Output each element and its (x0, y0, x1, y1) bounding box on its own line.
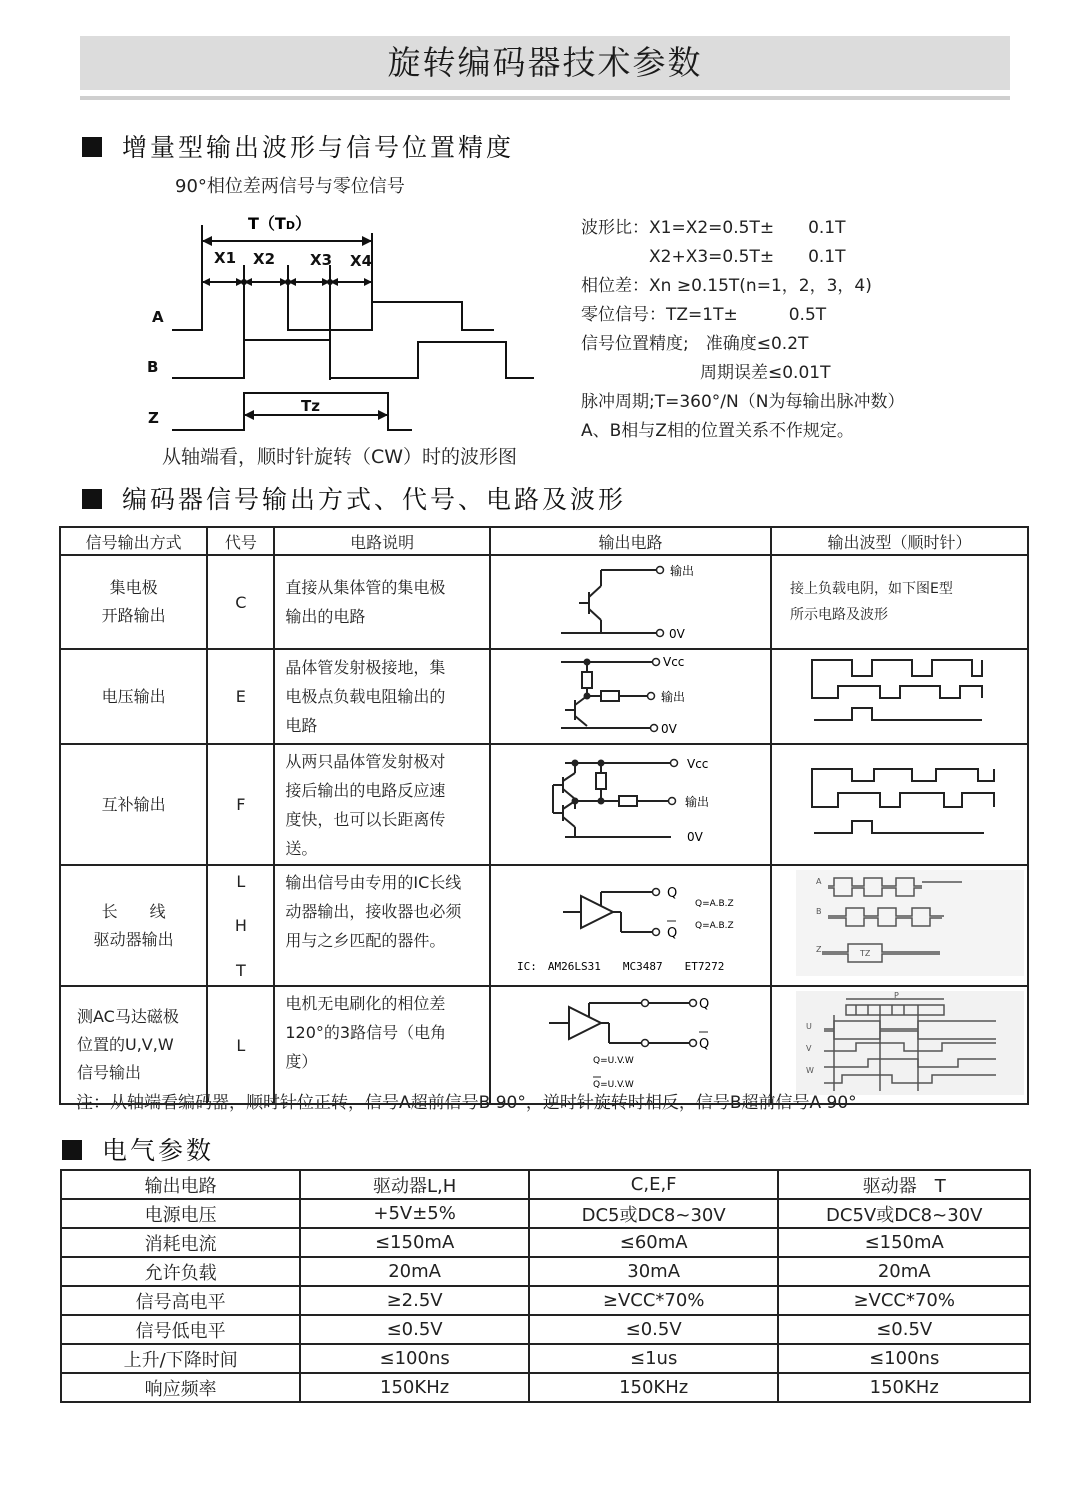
column-header: 输出电路 (61, 1170, 300, 1199)
section-heading-electrical: 电气参数 (62, 1131, 214, 1167)
circuit-cell (490, 555, 771, 649)
table-row (60, 649, 1028, 744)
svg-text:T（TD）: T（TD） (248, 214, 311, 233)
channel-a-label: A (152, 308, 164, 326)
wave-a-label: A (815, 877, 822, 886)
q-bar-formula: Q=U.V.W (592, 1080, 634, 1090)
wave-z-label: Z (815, 945, 822, 954)
spec-line: 信号位置精度; 准确度≤0.2T (581, 334, 809, 354)
table-row: 上升/下降时间 ≤100ns ≤1us ≤100ns (61, 1344, 1030, 1373)
wave-b-label: B (815, 907, 822, 916)
ground-label: 0V (686, 830, 703, 844)
table-row (60, 865, 1028, 986)
output-label: 输出 (669, 564, 694, 578)
table-row: 电源电压 +5V±5% DC5或DC8~30V DC5V或DC8~30V (61, 1199, 1030, 1228)
column-header: 电路说明 (274, 527, 490, 555)
wave-tz-label: TZ (859, 949, 871, 958)
table-header-row (60, 527, 1028, 555)
output-label: 输出 (684, 795, 709, 809)
output-label: 输出 (660, 690, 685, 704)
x1-label: X1 (214, 249, 237, 267)
section-heading-output: 编码器信号输出方式、代号、电路及波形 (82, 480, 626, 516)
period-subscript: D (285, 219, 295, 232)
electrical-parameters-table (60, 1169, 1031, 1403)
circuit-cell (490, 649, 771, 744)
q-bar-label: Q (666, 926, 678, 941)
square-bullet-icon (82, 489, 102, 509)
column-header: 驱动器L,H (300, 1170, 529, 1199)
table-header-row (61, 1170, 1030, 1199)
waveform-subheading: 90°相位差两信号与零位信号 (175, 176, 405, 197)
code-cell: L H T (207, 865, 274, 986)
q-formula: Q=A.B.Z (694, 899, 734, 909)
table-row (60, 986, 1028, 1104)
column-header: 代号 (207, 527, 274, 555)
waveform-caption: 从轴端看，顺时针旋转（CW）时的波形图 (162, 446, 518, 468)
ic-list: IC: AM26LS31 MC3487 ET7272 (516, 960, 725, 973)
table-row (60, 555, 1028, 649)
voltage-output-waveform (772, 650, 1027, 739)
square-bullet-icon (82, 137, 102, 157)
tz-label: Tz (301, 397, 320, 415)
spec-line: 波形比：X1=X2=0.5T± 0.1T (581, 218, 846, 238)
q-label: Q (698, 997, 710, 1012)
ground-label: 0V (668, 627, 685, 641)
waveform-cell (771, 865, 1028, 986)
waveform-cell (771, 744, 1028, 865)
vcc-label: Vcc (686, 757, 709, 771)
voltage-output-circuit (491, 650, 770, 739)
code-cell: E (207, 649, 274, 744)
vcc-label: Vcc (662, 655, 685, 669)
square-bullet-icon (62, 1140, 82, 1160)
mode-cell: 长 线 驱动器输出 (60, 865, 207, 986)
q-formula: Q=U.V.W (592, 1056, 634, 1066)
wave-p-label: P (893, 991, 899, 1000)
output-type-table (59, 526, 1029, 1105)
table-row: 消耗电流 ≤150mA ≤60mA ≤150mA (61, 1228, 1030, 1257)
code-cell: L (207, 986, 274, 1104)
mode-cell: 电压输出 (60, 649, 207, 744)
circuit-cell (490, 986, 771, 1104)
x2-label: X2 (253, 250, 276, 268)
waveform-cell (771, 986, 1028, 1104)
column-header: 输出电路 (490, 527, 771, 555)
table-row (60, 744, 1028, 865)
code-cell: F (207, 744, 274, 865)
column-header: 信号输出方式 (60, 527, 207, 555)
channel-b-label: B (147, 358, 159, 376)
x3-label: X3 (310, 251, 333, 269)
code-cell: C (207, 555, 274, 649)
mode-cell: 互补输出 (60, 744, 207, 865)
mode-cell: 测AC马达磁极 位置的U,V,W 信号输出 (60, 986, 207, 1104)
section-heading-waveform: 增量型输出波形与信号位置精度 (82, 128, 514, 164)
quadrature-waveform-diagram (140, 205, 550, 445)
wave-w-label: W (805, 1066, 814, 1075)
q-bar-label: Q (698, 1037, 710, 1052)
complementary-waveform (772, 745, 1027, 860)
waveform-cell: 接上负载电阴，如下图E型 所示电路及波形 (771, 555, 1028, 649)
uvw-waveform (772, 987, 1027, 1099)
table-row: 信号高电平 ≥2.5V ≥VCC*70% ≥VCC*70% (61, 1286, 1030, 1315)
column-header: C,E,F (529, 1170, 779, 1199)
column-header: 输出波型（顺时针） (771, 527, 1028, 555)
q-bar-formula: Q=A.B.Z (694, 921, 734, 931)
spec-line: A、B相与Z相的位置关系不作规定。 (581, 421, 854, 441)
spec-list (581, 214, 904, 446)
table-row: 响应频率 150KHz 150KHz 150KHz (61, 1373, 1030, 1402)
spec-line: 脉冲周期;T=360°/N（N为每输出脉冲数） (581, 392, 905, 412)
wave-v-label: V (805, 1044, 812, 1053)
line-driver-circuit (491, 866, 770, 981)
table-row: 信号低电平 ≤0.5V ≤0.5V ≤0.5V (61, 1315, 1030, 1344)
spec-line: 周期误差≤0.01T (581, 363, 831, 383)
ground-label: 0V (660, 722, 677, 736)
page-title: 旋转编码器技术参数 (387, 43, 703, 82)
column-header: 驱动器 T (778, 1170, 1030, 1199)
spec-line: 零位信号：TZ=1T± 0.5T (581, 305, 827, 325)
desc-cell: 晶体管发射极接地，集 电极点负载电阻输出的 电路 (274, 649, 490, 744)
table-row: 允许负载 20mA 30mA 20mA (61, 1257, 1030, 1286)
channel-z-label: Z (148, 409, 159, 427)
title-underline (80, 96, 1010, 100)
wave-u-label: U (805, 1022, 812, 1031)
spec-line: X2+X3=0.5T± 0.1T (581, 247, 846, 267)
desc-cell: 直接从集体管的集电极 输出的电路 (274, 555, 490, 649)
circuit-cell (490, 865, 771, 986)
desc-cell: 输出信号由专用的IC长线 动器输出，接收器也必须 用与之乡匹配的器件。 (274, 865, 490, 986)
x4-label: X4 (350, 252, 373, 270)
waveform-cell (771, 649, 1028, 744)
q-label: Q (666, 886, 678, 901)
circuit-cell (490, 744, 771, 865)
complementary-circuit (491, 745, 770, 860)
rotation-note: 注：从轴端看编码器，顺时针位正转，信号A超前信号B 90°，逆时针旋转时相反，信号B超前信号A 90° (76, 1093, 857, 1113)
open-collector-circuit (491, 556, 770, 644)
mode-cell: 集电极 开路输出 (60, 555, 207, 649)
line-driver-waveform (772, 866, 1027, 981)
spec-line: 相位差：Xn ≥0.15T(n=1，2，3，4) (581, 276, 872, 296)
period-label: T（T (248, 214, 286, 233)
desc-cell: 从两只晶体管发射极对 接后输出的电路反应速 度快，也可以长距离传 送。 (274, 744, 490, 865)
uvw-driver-circuit (491, 987, 770, 1099)
desc-cell: 电机无电刷化的相位差 120°的3路信号（电角 度） (274, 986, 490, 1104)
